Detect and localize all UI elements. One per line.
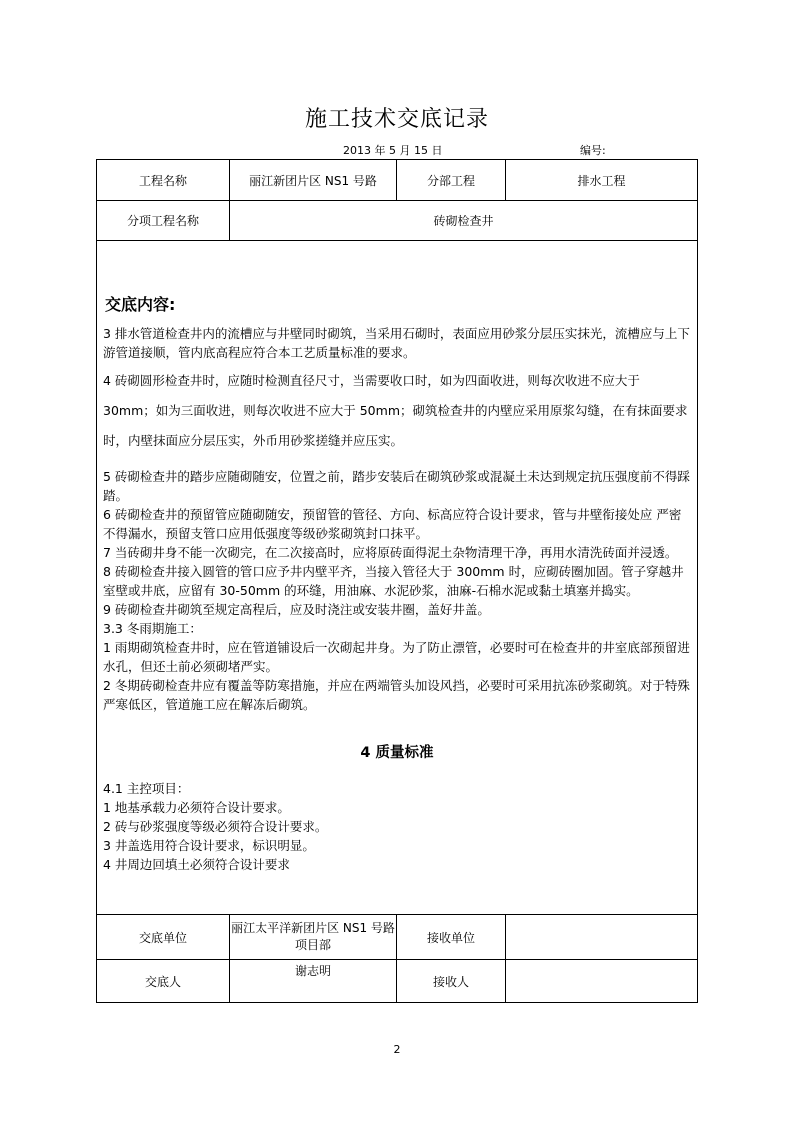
paragraph-7: 7 当砖砌井身不能一次砌完，在二次接高时，应将原砖面得泥土杂物清理干净，再用水清洗砖面并浸透。: [103, 544, 678, 560]
quality-item: 3 井盖选用符合设计要求，标识明显。: [103, 837, 315, 853]
division-value: 排水工程: [506, 160, 698, 201]
quality-item: 2 砖与砂浆强度等级必须符合设计要求。: [103, 818, 328, 834]
paragraph-3: 3 排水管道检查井内的流槽应与井壁同时砌筑，当采用石砌时，表面应用砂浆分层压实抹光，流槽应与上下游管道接顺，管内底高程应符合本工艺质量标准的要求。: [103, 325, 690, 360]
rainy-season-paragraph: 1 雨期砌筑检查井时，应在管道铺设后一次砌起井身。为了防止漂管，必要时可在检查井的井室底部预留进水孔，但还土前必须砌堵严实。: [103, 639, 690, 674]
quality-item: 4 井周边回填土必须符合设计要求: [103, 856, 290, 872]
record-table: [96, 159, 698, 1003]
date-line: [0, 142, 794, 158]
quality-item-heading: 4.1 主控项目：: [103, 780, 190, 796]
receiver-value: [506, 960, 698, 1003]
content-heading: 交底内容:: [105, 294, 176, 314]
quality-item: 1 地基承载力必须符合设计要求。: [103, 799, 290, 815]
subitem-value: 砖砌检查井: [230, 201, 698, 241]
content-row: [97, 241, 698, 915]
unit-row: [97, 915, 698, 960]
receiver-unit-value: [506, 915, 698, 960]
receiver-label: 接收人: [397, 960, 506, 1003]
briefing-content: [97, 282, 697, 874]
project-row: [97, 160, 698, 201]
paragraph-6: 6 砖砌检查井的预留管应随砌随安，预留管的管径、方向、标高应符合设计要求，管与井壁衔接处应 严密不得漏水，预留支管口应用低强度等级砂浆砌筑封口抹平。: [103, 506, 682, 541]
subitem-label: 分项工程名称: [97, 201, 230, 241]
page-number: 2: [393, 1043, 401, 1056]
receiver-unit-label: 接收单位: [397, 915, 506, 960]
quality-standard-title: 4 质量标准: [360, 744, 434, 761]
paragraph-4: 4 砖砌圆形检查井时，应随时检测直径尺寸，当需要收口时，如为四面收进，则每次收进不应大于 30mm；如为三面收进，则每次收进不应大于 50mm；砌筑检查井的内壁应采用原浆勾缝，在有抹面要求时，内壁抹面应分层压实，外币用砂浆搓缝并应压实。: [103, 372, 688, 448]
document-title: 施工技术交底记录: [304, 107, 489, 132]
content-cell: [97, 241, 698, 915]
paragraph-8: 8 砖砌检查井接入圆管的管口应予井内壁平齐，当接入管径大于 300mm 时，应砌砖圈加固。管子穿越井室壁或井底，应留有 30-50mm 的环缝，用油麻、水泥砂浆，油麻-石棉水泥或黏土填塞并捣实。: [103, 563, 684, 598]
person-row: [97, 960, 698, 1003]
paragraph-5: 5 砖砌检查井的踏步应随砌随安，位置之前，踏步安装后在砌筑砂浆或混凝土未达到规定抗压强度前不得踩踏。: [103, 468, 690, 503]
record-date: 2013 年 5 月 15 日: [343, 144, 443, 157]
winter-rain-heading: 3.3 冬雨期施工：: [103, 620, 202, 636]
winter-season-paragraph: 2 冬期砖砌检查井应有覆盖等防寒措施，并应在两端管头加设风挡，必要时可采用抗冻砂浆砌筑。对于特殊严寒低区，管道施工应在解冻后砌筑。: [103, 677, 690, 712]
issuer-label: 交底人: [97, 960, 230, 1003]
issuer-unit-label: 交底单位: [97, 915, 230, 960]
subitem-row: [97, 201, 698, 241]
project-name-value: 丽江新团片区 NS1 号路: [230, 160, 397, 201]
project-name-label: 工程名称: [97, 160, 230, 201]
issuer-unit-value: 丽江太平洋新团片区 NS1 号路项目部: [230, 915, 397, 960]
division-label: 分部工程: [397, 160, 506, 201]
issuer-value: 谢志明: [230, 960, 397, 1003]
serial-number-label: 编号:: [580, 144, 606, 157]
paragraph-9: 9 砖砌检查井砌筑至规定高程后，应及时浇注或安装井圈，盖好井盖。: [103, 601, 490, 617]
